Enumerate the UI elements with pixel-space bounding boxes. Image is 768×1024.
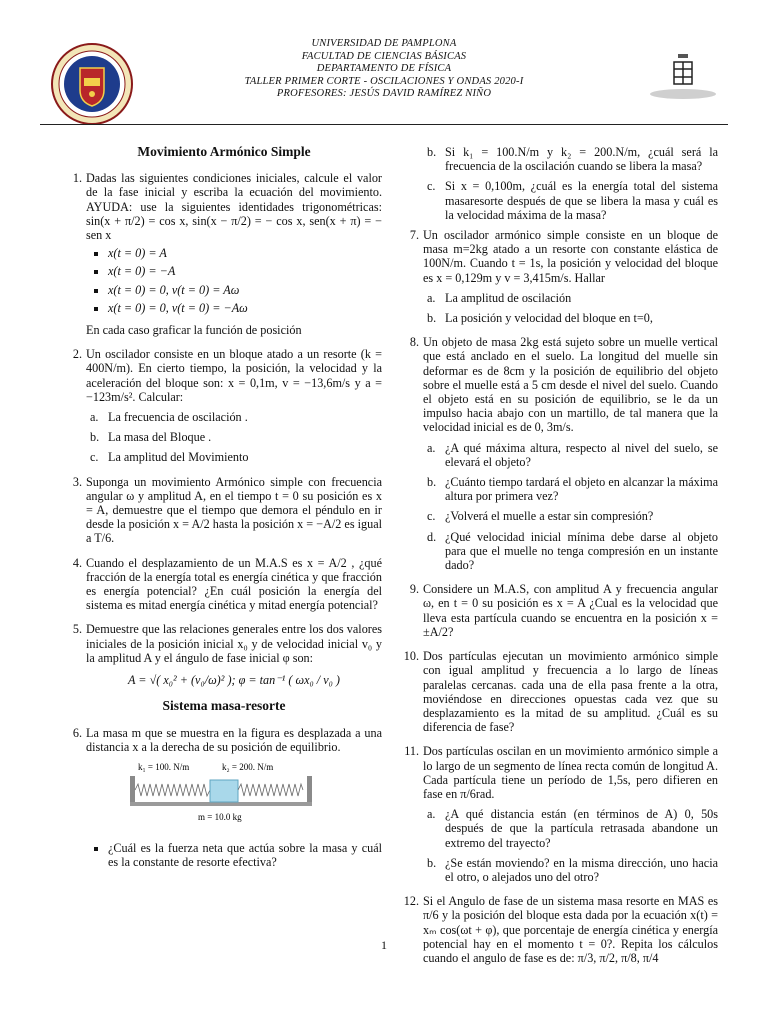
header-department: DEPARTAMENTO DE FÍSICA: [316, 63, 452, 74]
subitem-text: La posición y velocidad del bloque en t=0,: [445, 311, 653, 326]
problem-number: 7.: [409, 228, 419, 243]
subitem-label: b.: [90, 430, 100, 445]
subitem: [423, 145, 718, 173]
section-title-mass-spring: Sistema masa-resorte: [162, 698, 286, 714]
subitem-label: c.: [90, 450, 99, 465]
subitem-label: a.: [427, 440, 436, 455]
document-header: [0, 38, 768, 101]
subitem-label: d.: [427, 529, 437, 544]
spring-k2: [238, 784, 303, 796]
subitem-text: Si x = 0,100m, ¿cuál es la energía total del sistema masaresorte después de que se libera la masa y cuál es la velocidad máxima de la masa?: [445, 179, 718, 222]
problem-text: Cuando el desplazamiento de un M.A.S es x = A/2 , ¿qué fracción de la energía total es energía cinética y que fracción es energía potencial? ¿En cuál posición la energía del sistema es mitad energía cinética y mitad energía potencial?: [86, 555, 382, 613]
problem-number: 6.: [72, 725, 82, 740]
problem-12: [403, 894, 718, 965]
bullet-icon: [94, 289, 98, 293]
subitem: [86, 410, 382, 424]
problem-4: [66, 556, 382, 613]
subitem: [423, 856, 718, 884]
subitem-text: ¿Se están moviendo? en la misma dirección, uno hacia el otro, o alejados uno del otro?: [445, 855, 718, 884]
problem-note: En cada caso graficar la función de posición: [86, 323, 302, 338]
problem-10: [403, 649, 718, 734]
problem-number: 5.: [72, 622, 82, 637]
page-number: 1: [381, 938, 387, 952]
subitem-text: La masa del Bloque .: [108, 430, 212, 445]
figure-k2-label: k₂ = 200. N/m: [222, 761, 274, 772]
subitem-label: a.: [90, 410, 99, 425]
problem-text: Suponga un movimiento Armónico simple con frecuencia angular ω y amplitud A, en el tiempo t = 0 su posición es x = A, demuestre que el tiempo que demora el péndulo en ir desde la posición x = A/2 hasta la posición x = −A/2 es igual a T/6.: [86, 474, 382, 546]
subitem-label: b.: [427, 855, 437, 870]
subitem: [423, 530, 718, 573]
spring-mass-figure: [126, 760, 316, 824]
subitem: [423, 475, 718, 503]
subitem: [423, 509, 718, 523]
subitem-label: c.: [427, 509, 436, 524]
subitem-text: ¿A qué distancia están (en términos de A) 0, 50s después de que la partícula retrasada abandone un extremo del trayecto?: [445, 807, 718, 850]
bullet-item: [86, 841, 382, 869]
problem-1: [66, 171, 382, 337]
subitem-label: b.: [427, 145, 437, 159]
bullet-item: [86, 301, 382, 315]
problem-number: 2.: [72, 347, 82, 362]
bullet-text: x(t = 0) = 0, v(t = 0) = Aω: [108, 282, 240, 297]
problem-text: La masa m que se muestra en la figura es desplazada a una distancia x a la derecha de su posición de equilibrio.: [86, 725, 382, 754]
problem-text: Si el Angulo de fase de un sistema masa resorte en MAS es π/6 y la posición del bloque esta dada por la ecuación x(t) = xₘ cos(ωt + φ), que porcentaje de energía cinética y energía potencial hay en el momento t = 0?. Repita los cálculos cuando el angulo de fase es de: π/3, π/2, π/8, π/4: [423, 894, 718, 965]
problem-3: [66, 475, 382, 546]
bullet-item: [86, 283, 382, 297]
right-wall: [307, 776, 312, 804]
problem-number: 3.: [72, 474, 82, 489]
subitem: [423, 441, 718, 469]
problem-number: 8.: [409, 335, 419, 350]
left-wall: [130, 776, 135, 804]
header-university: UNIVERSIDAD DE PAMPLONA: [311, 38, 457, 49]
floor: [130, 802, 312, 806]
bullet-icon: [94, 252, 98, 256]
problem-number: 9.: [409, 582, 419, 597]
subitem-label: b.: [427, 475, 437, 490]
problem-6: [66, 726, 382, 870]
header-course: TALLER PRIMER CORTE - OSCILACIONES Y ONDAS 2020-I: [244, 75, 524, 87]
subitem-label: a.: [427, 290, 436, 305]
problem-8: [403, 335, 718, 572]
bullet-text: ¿Cuál es la fuerza neta que actúa sobre la masa y cuál es la constante de resorte efectiva?: [108, 841, 382, 870]
header-faculty: FACULTAD DE CIENCIAS BÁSICAS: [301, 50, 467, 62]
left-column: [66, 145, 382, 880]
subitem-text: ¿A qué máxima altura, respecto al nivel del suelo, se elevará el objeto?: [445, 440, 718, 469]
problem-text: Un oscilador consiste en un bloque atado a un resorte (k = 400N/m). En cierto tiempo, la posición, la velocidad y la aceleración del bloque son: x = 0,1m, v = −13,6m/s y a = −123m/s². Calcular:: [86, 347, 382, 404]
subitem-text: ¿Volverá el muelle a estar sin compresión?: [445, 509, 654, 524]
bullet-text: x(t = 0) = 0, v(t = 0) = −Aω: [108, 300, 248, 315]
problem-11: [403, 744, 718, 884]
problem-number: 12.: [403, 894, 419, 909]
subitem: [423, 291, 718, 305]
subitem: [423, 807, 718, 850]
subitem-text: Si k₁ = 100.N/m y k₂ = 200.N/m, ¿cuál será la frecuencia de la oscilación cuando se libera la masa?: [445, 145, 718, 174]
problem-number: 11.: [404, 744, 419, 759]
subitem: [86, 430, 382, 444]
bullet-icon: [94, 307, 98, 311]
header-professors: PROFESORES: JESÚS DAVID RAMÍREZ NIÑO: [276, 88, 492, 99]
problem-text: Un objeto de masa 2kg está sujeto sobre un muelle vertical que está anclado en el suelo. La longitud del muelle sin deformar es de 8cm y la posición de equilibrio del objeto sobre el muelle está a 5 cm desde el nivel del suelo. Cuando el objeto está en su posición de equilibrio, se le da un impulso hacia abajo con un martillo, de tal manera que la velocidad inicial es de 0, 3m/s.: [423, 335, 718, 435]
amplitude-phase-formula: A = √( x₀² + (v₀/ω)² ); φ = tan⁻¹ ( ωx₀ / v₀ ): [128, 673, 340, 688]
problem-7: [403, 228, 718, 325]
problem-9: [403, 582, 718, 639]
problem-number: 10.: [403, 649, 419, 664]
subitem-text: La frecuencia de oscilación .: [108, 410, 248, 425]
mass-block: [210, 780, 238, 802]
problem-text: Dos partículas ejecutan un movimiento armónico simple con igual amplitud y frecuencia a lo largo de líneas paralelas cercanas. cada una de ella pasa frente a la otra, moviéndose en direcciones opuestas cada vez que su desplazamiento es la mitad de su amplitud. ¿Cuál es su diferencia de fase?: [423, 649, 718, 735]
subitem-text: La amplitud de oscilación: [445, 290, 572, 305]
figure-k1-label: k₁ = 100. N/m: [138, 761, 190, 772]
subitem: [423, 311, 718, 325]
spring-k1: [135, 784, 210, 796]
header-divider: [40, 124, 728, 125]
problem-text: Demuestre que las relaciones generales entre los dos valores iniciales de la posición inicial x₀ y de velocidad inicial v₀ y la amplitud A y el ángulo de fase inicial φ son:: [86, 622, 382, 665]
bullet-text: x(t = 0) = A: [108, 246, 167, 261]
problem-text: Dos partículas oscilan en un movimiento armónico simple a lo largo de un segmento de línea recta común de longitud A. Cada partícula tiene un período de 1,5s, pero difieren en fase en π/6rad.: [423, 744, 718, 801]
problem-text: Considere un M.A.S, con amplitud A y frecuencia angular ω, en t = 0 su posición es x = A ¿Cual es la velocidad que lleva esta partícula cuando se encuentra en la posición x = ±A/2?: [423, 582, 718, 639]
bullet-icon: [94, 847, 98, 851]
problem-6-continued: [403, 145, 718, 222]
problem-text: Dadas las siguientes condiciones iniciales, calcule el valor de la fase inicial y escriba la ecuación del movimiento. AYUDA: use la siguientes identidades trigonométricas: sin(x + π/2) = cos x, sin(x − π/2) = − cos x, sen(x + π) = − sen x: [86, 171, 382, 243]
subitem-text: La amplitud del Movimiento: [108, 450, 249, 465]
bullet-icon: [94, 270, 98, 274]
bullet-text: x(t = 0) = −A: [108, 264, 176, 279]
subitem-label: b.: [427, 311, 437, 326]
problem-2: [66, 347, 382, 464]
subitem-text: ¿Qué velocidad inicial mínima debe darse al objeto para que el muelle no tenga compresión en un instante dado?: [445, 529, 718, 573]
figure-mass-label: m = 10.0 kg: [198, 811, 242, 822]
bullet-item: [86, 246, 382, 260]
problem-number: 4.: [72, 555, 82, 570]
right-column: [403, 145, 718, 975]
problem-number: 1.: [72, 171, 82, 186]
section-title-mas: Movimiento Armónico Simple: [137, 144, 311, 159]
subitem: [86, 450, 382, 464]
subitem-text: ¿Cuánto tiempo tardará el objeto en alcanzar la máxima altura por primera vez?: [445, 475, 718, 504]
subitem-label: c.: [427, 179, 436, 194]
subitem: [423, 179, 718, 222]
problem-text: Un oscilador armónico simple consiste en un bloque de masa m=2kg atado a un resorte con constante elástica de 100N/m. Cuando t = 1s, la posición y velocidad del bloque es x = 0,129m y v = 3,415m/s. Hallar: [423, 228, 718, 285]
subitem-label: a.: [427, 807, 436, 822]
problem-5: [66, 622, 382, 687]
bullet-item: [86, 264, 382, 278]
